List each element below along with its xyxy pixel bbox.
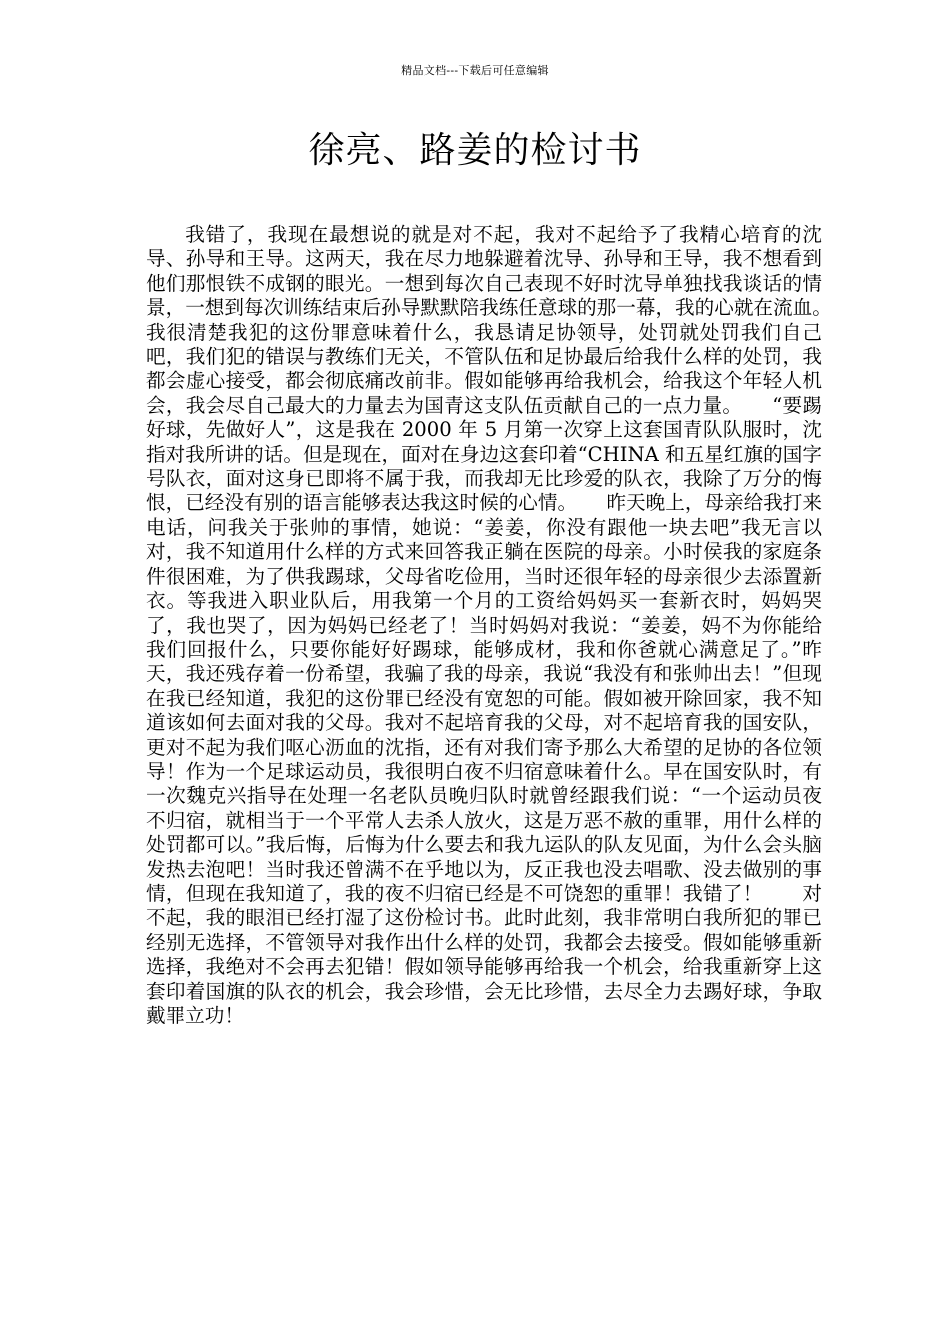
document-title: 徐亮、路姜的检讨书 xyxy=(308,130,642,171)
document-body: 我错了，我现在最想说的就是对不起，我对不起给予了我精心培育的沈导、孙导和王导。这两天，我在尽力地躲避着沈导、孙导和王导，我不想看到他们那恨铁不成钢的眼光。一想到每次自己表现不好时沈导单独找我谈话的情景，一想到每次训练结束后孙导默默陪我练任意球的那一幕，我的心就在流血。 我很清楚我犯的这份罪意味着什么，我恳请足协领导，处罚就处罚我们自己吧，我们犯的错误与教练们无关，不管队伍和足协最后给我什么样的处罚，我都会虚心接受，都会彻底痛改前非。假如能够再给我机会，给我这个年轻人机会，我会尽自己最大的力量去为国青这支队伍贡献自己的一点力量。 “要踢好球，先做好人”，这是我在 2000 年 5 月第一次穿上这套国青队队服时，沈指对我所讲的话。但是现在，面对在身边这套印着“CHINA 和五星红旗的国字号队衣，面对这身已即将不属于我，而我却无比珍爱的队衣，我除了万分的悔恨，已经没有别的语言能够表达我这时候的心情。 昨天晚上，母亲给我打来电话，问我关于张帅的事情，她说：“姜姜，你没有跟他一块去吧”我无言以对，我不知道用什么样的方式来回答我正躺在医院的母亲。小时侯我的家庭条件很困难，为了供我踢球，父母省吃俭用，当时还很年轻的母亲很少去添置新衣。等我进入职业队后，用我第一个月的工资给妈妈买一套新衣时，妈妈哭了，我也哭了，因为妈妈已经老了！当时妈妈对我说：“姜姜，妈不为你能给我们回报什么，只要你能好好踢球，能够成材，我和你爸就心满意足了。”昨天，我还残存着一份希望，我骗了我的母亲，我说“我没有和张帅出去！”但现在我已经知道，我犯的这份罪已经没有宽恕的可能。假如被开除回家，我不知道该如何去面对我的父母。我对不起培育我的父母，对不起培育我的国安队，更对不起为我们呕心沥血的沈指，还有对我们寄予那么大希望的足协的各位领导！作为一个足球运动员，我很明白夜不归宿意味着什么。早在国安队时，有一次魏克兴指导在处理一名老队员晚归队时就曾经跟我们说：“一个运动员夜不归宿，就相当于一个平常人去杀人放火，这是万恶不赦的重罪，用什么样的处罚都可以。”我后悔，后悔为什么要去和我九运队的队友见面，为什么会头脑发热去泡吧！当时我还曾满不在乎地以为，反正我也没去唱歌、没去做别的事情，但现在我知道了，我的夜不归宿已经是不可饶恕的重罪！我错了！ 对不起，我的眼泪已经打湿了这份检讨书。此时此刻，我非常明白我所犯的罪已经别无选择，不管领导对我作出什么样的处罚，我都会去接受。假如能够重新选择，我绝对不会再去犯错！假如领导能够再给我一个机会，给我重新穿上这套印着国旗的队衣的机会，我会珍惜，会无比珍惜，去尽全力去踢好球，争取戴罪立功！ xyxy=(146,223,862,1027)
page-header: 精品文档---下载后可任意编辑 xyxy=(401,64,549,77)
